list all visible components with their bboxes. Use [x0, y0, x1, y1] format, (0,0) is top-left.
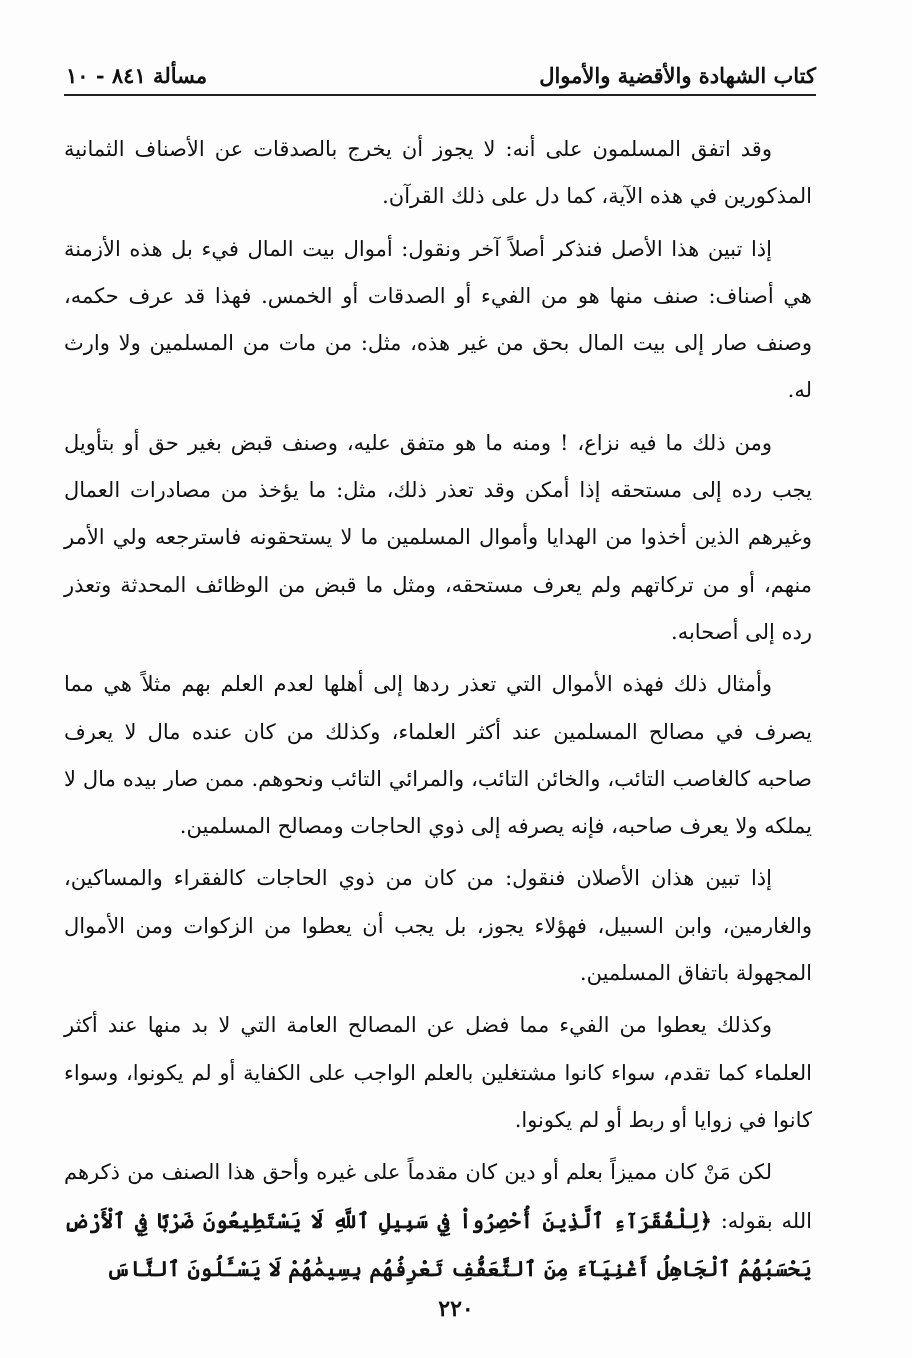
quran-verse: ﴿لِلْفُقَرَآءِ ٱلَّذِينَ أُحْصِرُواْ فِي سَبِيلِ ٱللَّهِ لَا يَسْتَطِيعُونَ ضَرْبًا فِي ٱلْأَرْضِ يَحْسَبُهُمُ ٱلْجَاهِلُ أَغْنِيَآءَ مِنَ ٱلتَّعَفُّفِ تَعْرِفُهُم بِسِيمَٰهُمْ لَا يَسْـَٔلُونَ ٱلنَّاسَ	[64, 1207, 812, 1281]
paragraph: وكذلك يعطوا من الفيء مما فضل عن المصالح العامة التي لا بد منها عند أكثر العلماء كما تقدم، سواء كانوا مشتغلين بالعلم الواجب على الكفاية أو لم يكونوا، وسواء كانوا في زوايا أو ربط أو لم يكونوا.	[64, 1013, 812, 1132]
paragraph: إذا تبين هذان الأصلان فنقول: من كان من ذوي الحاجات كالفقراء والمساكين، والغارمين، وابن السبيل، فهؤلاء يجوز، بل يجب أن يعطوا من الزكوات ومن الأموال المجهولة باتفاق المسلمين.	[64, 866, 812, 986]
paragraph: وأمثال ذلك فهذه الأموال التي تعذر ردها إلى أهلها لعدم العلم بهم مثلاً هي مما يصرف في مصالح المسلمين عند أكثر العلماء، وكذلك من كان عنده مال لا يعرف صاحبه كالغاصب التائب، والخائن التائب، والمرائي التائب ونحوهم. ممن صار بيده مال لا يملكه ولا يعرف صاحبه، فإنه يصرفه إلى ذوي الحاجات ومصالح المسلمين.	[64, 672, 812, 839]
paragraph-intro: لكن مَنْ كان مميزاً بعلم أو دين كان مقدماً على غيره وأحق هذا الصنف من ذكرهم الله بقوله:	[64, 1160, 812, 1233]
paragraph: ومن ذلك ما فيه نزاع، ! ومنه ما هو متفق عليه، وصنف قبض بغير حق أو بتأويل يجب رده إلى مستحقه إذا أمكن وقد تعذر ذلك، مثل: ما يؤخذ من مصادرات العمال وغيرهم الذين أخذوا من الهدايا وأموال المسلمين ما لا يستحقونه فاسترجعه ولي الأمر منهم، أو من تركاتهم ولم يعرف مستحقه، ومثل ما قبض من الوظائف المحدثة وتعذر رده إلى أصحابه.	[64, 430, 812, 644]
header-divider	[64, 94, 816, 96]
book-title: كتاب الشهادة والأقضية والأموال	[539, 62, 816, 88]
paragraph: وقد اتفق المسلمون على أنه: لا يجوز أن يخرج بالصدقات عن الأصناف الثمانية المذكورين في هذه الآية، كما دل على ذلك القرآن.	[64, 137, 812, 209]
paragraph: إذا تبين هذا الأصل فنذكر أصلاً آخر ونقول: أموال بيت المال فيء بل هذه الأزمنة هي أصناف: صنف منها هو من الفيء أو الصدقات أو الخمس. فهذا قد عرف حكمه، وصنف صار إلى بيت المال بحق من غير هذه، مثل: من مات من المسلمين ولا وارث له.	[64, 236, 812, 403]
paragraph-with-verse	[64, 1149, 812, 1293]
main-text	[64, 126, 812, 1298]
issue-number: مسألة ٨٤١ - ١٠	[66, 62, 208, 88]
running-header	[66, 55, 816, 95]
page-number: ٢٢٠	[438, 1296, 474, 1322]
